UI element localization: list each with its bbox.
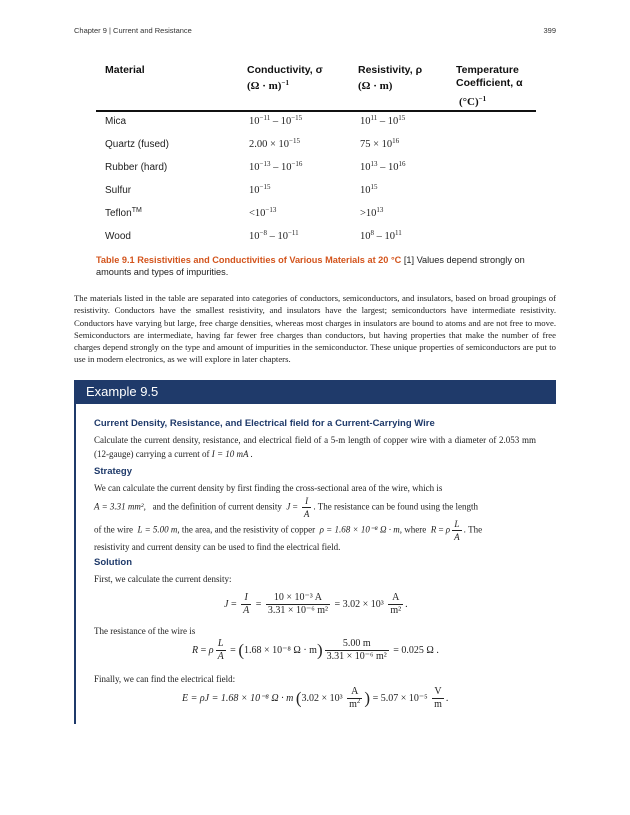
header-temp-line2: Coefficient, α <box>456 77 523 89</box>
page-number: 399 <box>543 26 556 35</box>
equation-resistance: R = ρ $\frac{L}{A}$ = (1.68 × 10⁻⁸ Ω · m) $\frac{5.00 m}{\text{3.31 × 10⁻⁶ m²}}$ = 0.025 Ω . <box>192 638 439 662</box>
cell-material: Quartz (fused) <box>105 139 169 150</box>
example-label: Example 9.5 <box>86 384 159 399</box>
header-temp-coeff <box>456 64 523 109</box>
eq2-result: = 0.025 Ω . <box>393 644 439 656</box>
header-conductivity-unit: $(\Omega \cdot m)^{-1}$ <box>247 79 289 92</box>
solution-step-2: The resistance of the wire is <box>94 626 196 636</box>
strategy-line-2: A = 3.31 mm², and the definition of current density J = $\frac{I}{A}$ . The resistance can be found using the length <box>94 496 478 519</box>
eq1-numerator: 10 × 10⁻³ A <box>266 592 330 605</box>
caption-title: Table 9.1 Resistivities and Conductivities of Various Materials at 20 °C <box>96 255 402 265</box>
cell-material: Wood <box>105 231 131 242</box>
cell-conductivity: $2.00 \times 10^{-15}$ <box>249 137 300 150</box>
cell-conductivity: $<10^{-13}$ <box>249 206 277 219</box>
equation-current-density: J = $\frac{I}{A}$ = $\frac{\text{10 × 10⁻³ A}}{\text{3.31 × 10⁻⁶ m²}}$ = 3.02 × 10³ $\frac{A}{\text{m²}}$ . <box>224 592 408 616</box>
cell-resistivity: $10^{13} - 10^{16}$ <box>360 160 406 173</box>
cell-conductivity: $10^{-13} - 10^{-16}$ <box>249 160 303 173</box>
eq1-result: = 3.02 × 10³ <box>334 598 384 610</box>
header-temp-line1: Temperature <box>456 64 519 76</box>
table-row <box>96 208 536 230</box>
header-resistivity <box>358 64 422 93</box>
eq3-result: = 5.07 × 10⁻⁵ <box>372 692 428 704</box>
solution-step-3: Finally, we can find the electrical field: <box>94 674 236 684</box>
header-resistivity-unit: (Ω · m) <box>358 80 393 92</box>
strategy-the: . The <box>463 524 483 535</box>
eq1-unit-num: A <box>388 592 403 605</box>
eq1-denominator: 3.31 × 10⁻⁶ m² <box>267 605 329 616</box>
solution-step-1: First, we calculate the current density: <box>94 574 232 584</box>
header-material: Material <box>105 64 145 76</box>
table-row <box>96 139 536 161</box>
cell-conductivity: $10^{-8} - 10^{-11}$ <box>249 229 299 242</box>
eq3-mid: 3.02 × 10³ <box>301 692 343 704</box>
strategy-heading: Strategy <box>94 466 133 477</box>
header-conductivity-label: Conductivity, σ <box>247 64 323 76</box>
example-problem <box>94 433 536 461</box>
example-title: Current Density, Resistance, and Electrical field for a Current-Carrying Wire <box>94 418 435 429</box>
table-row <box>96 116 536 138</box>
cell-resistivity: $>10^{13}$ <box>360 206 384 219</box>
body-paragraph: The materials listed in the table are separated into categories of conductors, semiconductors, and insulators, based on broad groupings of resistivity. Conductors have the smallest resistivity, and insulators have the largest; semiconductors have intermediate resistivity. Conductors have varying but large, free charge densities, whereas most charges in insulators are bound to atoms and are not free to move. Semiconductors are intermediate, having far fewer free charges than conductors, but having properties that make the number of free charges depend strongly on the type and amount of impurities in the semiconductor. These unique properties of semiconductors are put to use in modern electronics, as we will explore in later chapters. <box>74 293 556 365</box>
header-temp-unit: $(^\circ C)^{-1}$ <box>459 95 487 108</box>
running-header <box>74 26 556 38</box>
cell-conductivity: $10^{-15}$ <box>249 183 271 196</box>
eq2-numerator: 5.00 m <box>325 638 389 651</box>
cell-resistivity: $10^{15}$ <box>360 183 378 196</box>
header-conductivity <box>247 64 323 93</box>
problem-text: Calculate the current density, resistance, and electrical field of a 5-m length of copper wire with a diameter of 2.053 mm (12-gauge) carrying a current of <box>94 435 536 459</box>
eq3-unit-den: m <box>434 699 442 710</box>
solution-heading: Solution <box>94 557 132 568</box>
strategy-where: , where <box>399 524 427 535</box>
strategy-line-4: resistivity and current density can be used to find the electrical field. <box>94 542 341 552</box>
cell-material: Rubber (hard) <box>105 162 168 173</box>
cell-resistivity: $10^8 - 10^{11}$ <box>360 229 402 242</box>
cell-material: Sulfur <box>105 185 132 196</box>
table-row <box>96 231 536 253</box>
cell-material: Mica <box>105 116 127 127</box>
eq2-denominator: 3.31 × 10⁻⁶ m² <box>326 651 387 662</box>
table-row <box>96 162 536 184</box>
strategy-rho: ρ = 1.68 × 10⁻⁸ Ω · m <box>319 524 400 535</box>
cell-conductivity: $10^{-11} - 10^{-15}$ <box>249 114 303 127</box>
example-side-rule <box>74 404 76 724</box>
eq3-unit-num: V <box>432 686 444 699</box>
strategy-line-3: of the wire L = 5.00 m, the area, and the resistivity of copper ρ = 1.68 × 10⁻⁸ Ω · m, where R = ρ $\frac{L}{A}$ . The <box>94 519 483 542</box>
cell-resistivity: $10^{11} - 10^{15}$ <box>360 114 406 127</box>
strategy-resistivity-intro: , the area, and the resistivity of copper <box>177 524 316 535</box>
eq1-unit-den: m² <box>390 605 402 616</box>
chapter-title: Chapter 9 | Current and Resistance <box>74 26 192 35</box>
example-header-bar <box>74 380 556 404</box>
cell-material: Teflon™ <box>105 207 142 219</box>
eq3-left: E = ρJ = 1.68 × 10⁻⁸ Ω · m <box>182 692 294 704</box>
problem-current: I = 10 mA . <box>211 449 253 459</box>
table-row <box>96 185 536 207</box>
strategy-line-1: We can calculate the current density by first finding the cross-sectional area of the wire, which is <box>94 483 443 493</box>
table-caption <box>96 254 526 278</box>
strategy-area: A = 3.31 mm², <box>94 501 146 512</box>
header-rule <box>96 110 536 112</box>
strategy-definition: and the definition of current density <box>152 501 282 512</box>
equation-electric-field: E = ρJ = 1.68 × 10⁻⁸ Ω · m (3.02 × 10³ $\frac{A}{m^2}$ ) = 5.07 × 10⁻⁵ $\frac{V}{m}$ . <box>182 686 449 710</box>
strategy-text <box>94 481 536 496</box>
eq2-rho: 1.68 × 10⁻⁸ Ω · m <box>243 644 317 656</box>
header-resistivity-label: Resistivity, ρ <box>358 64 423 76</box>
strategy-length-intro: . The resistance can be found using the length <box>313 501 478 512</box>
strategy-wire: of the wire <box>94 524 133 535</box>
caption-text: [1] Values depend strongly on amounts and types of impurities. <box>96 255 525 277</box>
strategy-length: L = 5.00 m <box>137 524 178 535</box>
cell-resistivity: $75 \times 10^{16}$ <box>360 137 400 150</box>
